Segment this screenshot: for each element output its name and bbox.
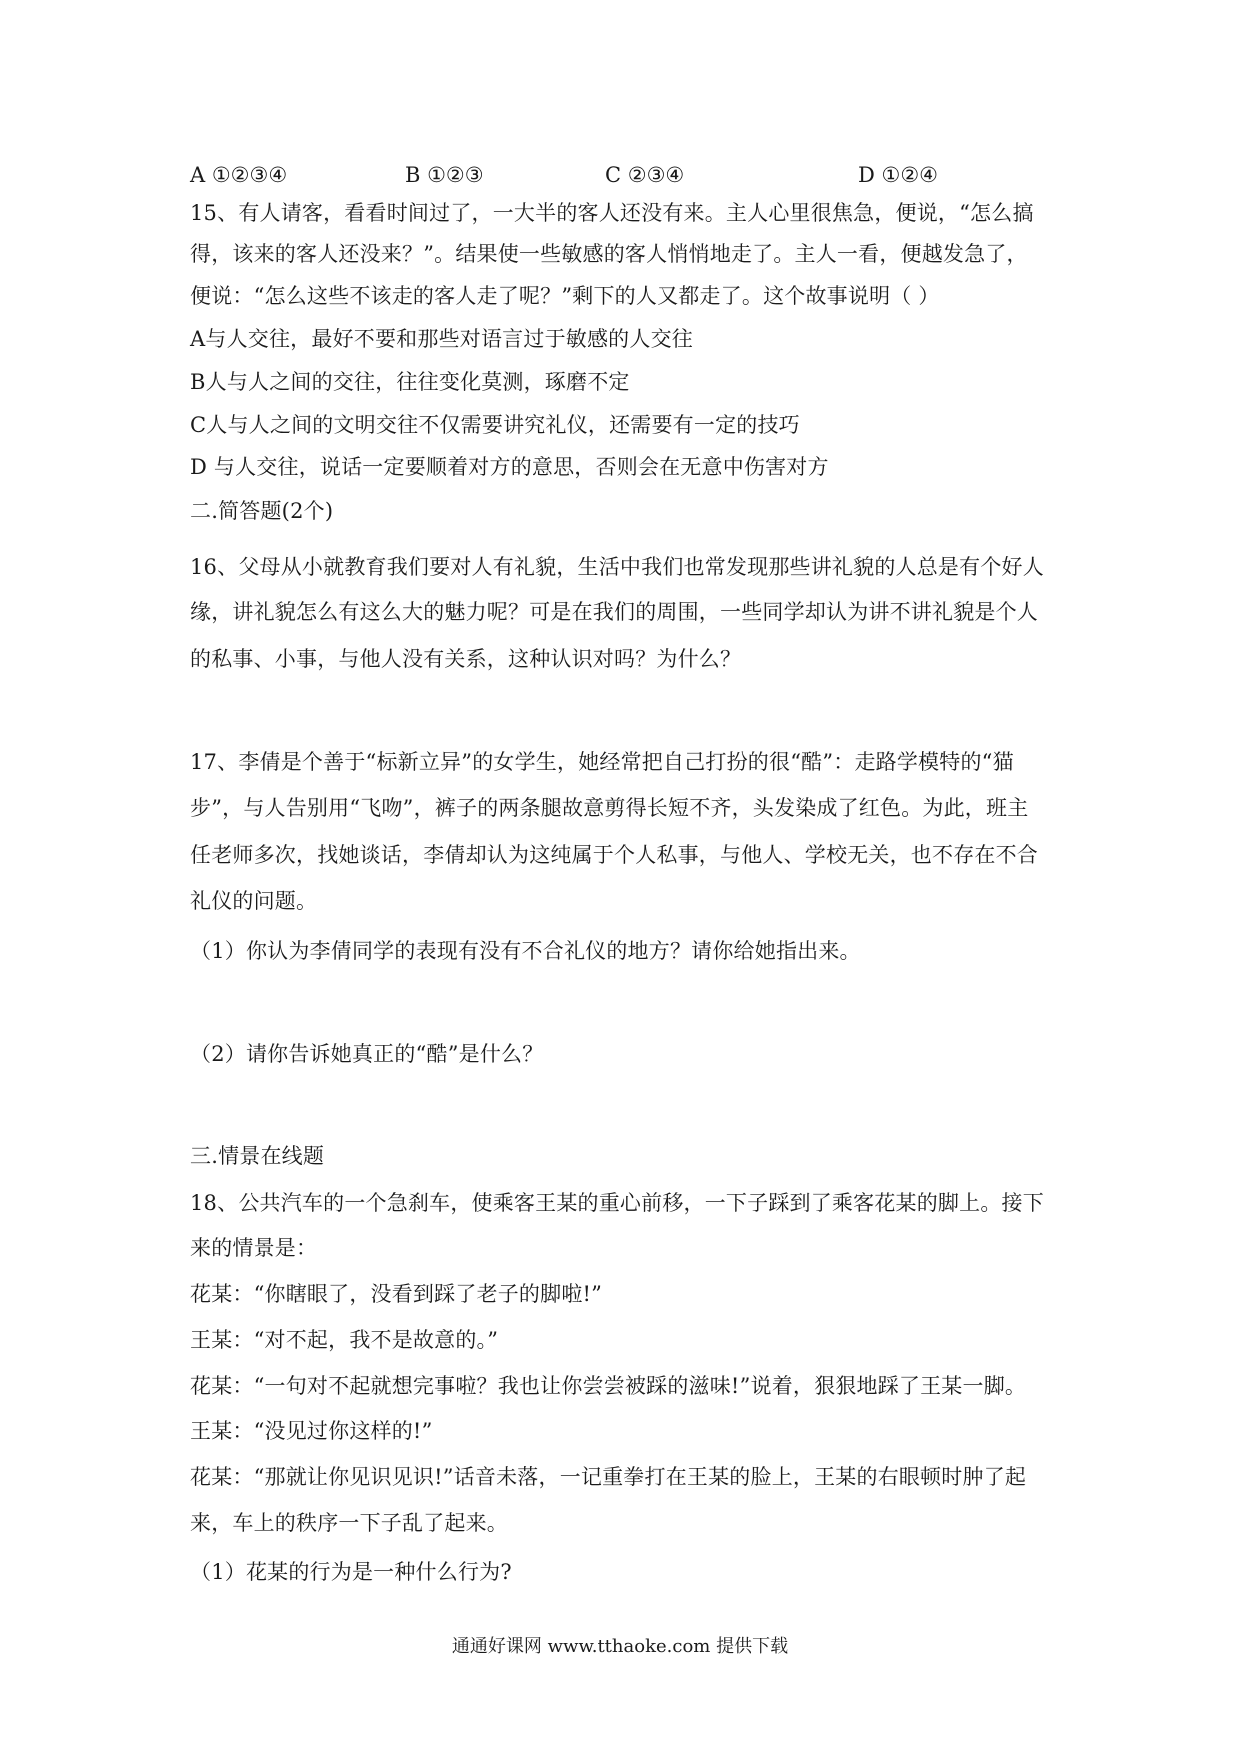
q17-line: 礼仪的问题。 — [190, 889, 318, 913]
q18-dialogue-line: 花某：“一句对不起就想完事啦？我也让你尝尝被踩的滋味!”说着，狠狠地踩了王某一脚。 — [190, 1374, 1027, 1398]
q14-option-b: B ①②③ — [405, 163, 484, 187]
q15-option-b: B人与人之间的交往，往往变化莫测，琢磨不定 — [190, 370, 630, 394]
q17-subquestion: （1）你认为李倩同学的表现有没有不合礼仪的地方？请你给她指出来。 — [190, 939, 861, 963]
q15-line: 得，该来的客人还没来？”。结果使一些敏感的客人悄悄地走了。主人一看，便越发急了， — [190, 242, 1028, 266]
q18-dialogue-line: 王某：“没见过你这样的!” — [190, 1419, 433, 1443]
q17-line: 步”，与人告别用“飞吻”，裤子的两条腿故意剪得长短不齐，头发染成了红色。为此，班主 — [190, 796, 1029, 820]
q15-option-a: A与人交往，最好不要和那些对语言过于敏感的人交往 — [190, 327, 693, 351]
q16-line: 的私事、小事，与他人没有关系，这种认识对吗？为什么？ — [190, 647, 742, 671]
q15-line: 15、有人请客，看看时间过了，一大半的客人还没有来。主人心里很焦急，便说，“怎么搞 — [190, 201, 1034, 225]
q18-line: 18、公共汽车的一个急刹车，使乘客王某的重心前移，一下子踩到了乘客花某的脚上。接下 — [190, 1191, 1044, 1215]
q17-subquestion: （2）请你告诉她真正的“酷”是什么？ — [190, 1042, 544, 1066]
page-footer: 通通好课网 www.tthaoke.com 提供下载 — [451, 1636, 789, 1657]
q16-line: 16、父母从小就教育我们要对人有礼貌，生活中我们也常发现那些讲礼貌的人总是有个好人 — [190, 555, 1044, 579]
q15-option-d: D 与人交往，说话一定要顺着对方的意思，否则会在无意中伤害对方 — [190, 455, 829, 479]
q18-line: 来，车上的秩序一下子乱了起来。 — [190, 1511, 508, 1535]
q18-subquestion: （1）花某的行为是一种什么行为? — [190, 1560, 512, 1584]
q18-dialogue-line: 花某：“你瞎眼了，没看到踩了老子的脚啦!” — [190, 1282, 603, 1306]
q17-line: 任老师多次，找她谈话，李倩却认为这纯属于个人私事，与他人、学校无关，也不存在不合 — [190, 843, 1038, 867]
section-title: 三.情景在线题 — [190, 1144, 325, 1168]
q16-line: 缘，讲礼貌怎么有这么大的魅力呢？可是在我们的周围，一些同学却认为讲不讲礼貌是个人 — [190, 600, 1038, 624]
q17-line: 17、李倩是个善于“标新立异”的女学生，她经常把自己打扮的很“酷”：走路学模特的“猫 — [190, 750, 1014, 774]
section-title: 二.简答题(2个) — [190, 499, 334, 523]
q18-dialogue-line: 花某：“那就让你见识见识!”话音未落，一记重拳打在王某的脸上，王某的右眼顿时肿了起 — [190, 1465, 1027, 1489]
q18-dialogue-line: 王某：“对不起，我不是故意的。” — [190, 1328, 499, 1352]
q14-option-c: C ②③④ — [605, 163, 685, 187]
q15-option-c: C人与人之间的文明交往不仅需要讲究礼仪，还需要有一定的技巧 — [190, 413, 800, 437]
q18-line: 来的情景是： — [190, 1236, 318, 1260]
q14-option-d: D ①②④ — [858, 163, 938, 187]
q15-line: 便说：“怎么这些不该走的客人走了呢？”剩下的人又都走了。这个故事说明（ ） — [190, 284, 940, 308]
q14-option-a: A ①②③④ — [190, 163, 288, 187]
